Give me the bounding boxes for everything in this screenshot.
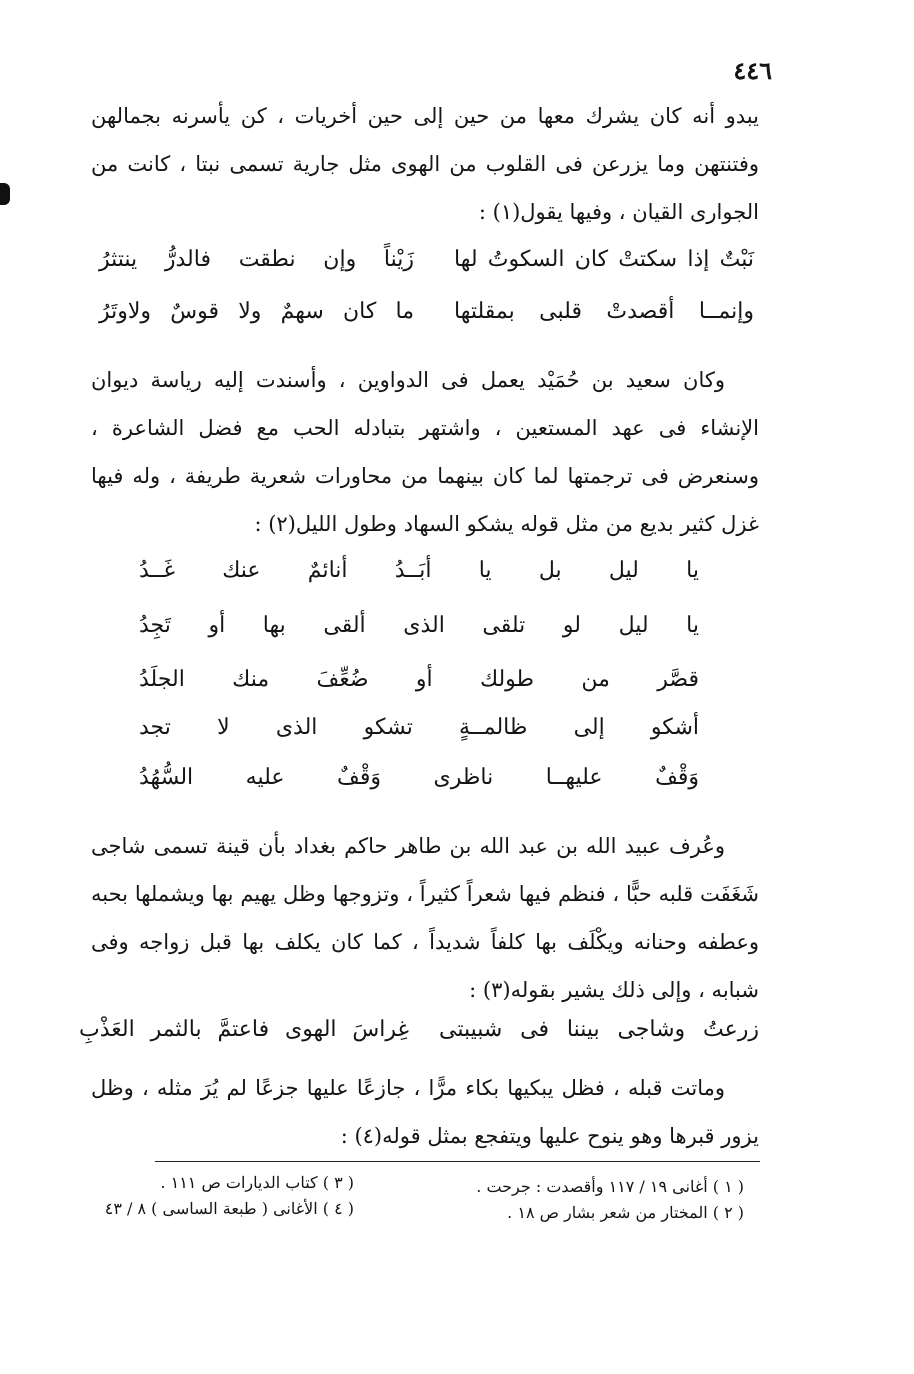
- poem1-verse-1-left: زَيْناً وإن نطقت فالدرُّ ينتثرُ: [99, 247, 414, 272]
- poem2-line-2: يا ليل لو تلقى الذى ألقى بها أو تَجِدُ: [139, 613, 699, 638]
- footnote-divider: [155, 1161, 760, 1162]
- poem3-verse: [0, 1010, 914, 1050]
- poem2-line-4: أشكو إلى ظالمــةٍ تشكو الذى لا تجد: [139, 715, 699, 740]
- page-number: ٤٤٦: [733, 56, 772, 85]
- poem3-verse-right: زرعتُ وشاجى بيننا فى شبيبتى: [439, 1017, 759, 1042]
- footnote-2: ( ٢ ) المختار من شعر بشار ص ١٨ .: [507, 1203, 744, 1222]
- poem2-line-5: وَقْفٌ عليهــا ناظرى وَقْفٌ عليه السُّهُدُ: [139, 765, 699, 790]
- paragraph-4: وماتت قبله ، فظل يبكيها بكاء مرًّا ، جازعًا عليها جزعًا لم يُرَ مثله ، وظل يزور قبرها وهو ينوح عليها ويتفجع بمثل قوله(٤) :: [91, 1076, 759, 1148]
- poem1-verse-2: [0, 292, 914, 332]
- poem2-line-3: قصَّر من طولك أو ضُعِّفَ منك الجلَدُ: [139, 667, 699, 692]
- poem1-verse-2-left: ما كان سهمٌ ولا قوسٌ ولاوتَرُ: [99, 299, 414, 324]
- poem1-verse-2-right: وإنمــا أقصدتْ قلبى بمقلتها: [454, 299, 754, 324]
- poem3-verse-left: غِراسَ الهوى فاعتمَّ بالثمر العَذْبِ: [79, 1017, 409, 1042]
- poem1-verse-1-right: نَبْتٌ إذا سكتتْ كان السكوتُ لها: [454, 247, 754, 272]
- paragraph-2: وكان سعيد بن حُمَيْد يعمل فى الدواوين ، وأسندت إليه رياسة ديوان الإنشاء فى عهد المستعين ، واشتهر بتبادله الحب مع فضل الشاعرة ، وسنعرض فى ترجمتها لما كان بينهما من محاورات شعرية طريفة ، وله فيها غزل كثير بديع من مثل قوله يشكو السهاد وطول الليل(٢) :: [91, 368, 759, 536]
- footnote-1: ( ١ ) أغانى ١٩ / ١١٧ وأقصدت : جرحت .: [476, 1177, 744, 1196]
- footnotes-right-column: [414, 1174, 744, 1226]
- poem2-line-1: يا ليل بل يا أبَــدُ أنائمٌ عنك غَــدُ: [139, 558, 699, 583]
- paragraph-1: يبدو أنه كان يشرك معها من حين إلى حين أخريات ، كن يأسرنه بجمالهن وفتنتهن وما يزرعن فى القلوب من الهوى مثل جارية تسمى نبتا ، كانت من الجوارى القيان ، وفيها يقول(١) :: [91, 104, 759, 224]
- footnote-3: ( ٣ ) كتاب الديارات ص ١١١ .: [160, 1173, 354, 1192]
- margin-ink-mark: [0, 183, 10, 205]
- footnote-4: ( ٤ ) الأغانى ( طبعة الساسى ) ٨ / ٤٣: [104, 1199, 354, 1218]
- paragraph-3: وعُرف عبيد الله بن عبد الله بن طاهر حاكم بغداد بأن قينة تسمى شاجى شَغَفَت قلبه حبًّا ، فنظم فيها شعراً كثيراً ، وتزوجها وظل يهيم بها ويشملها بحبه وعطفه وحنانه ويكْلَف بها كلفاً شديداً ، كما كان يكلف بها قبل زواجه وفى شبابه ، وإلى ذلك يشير بقوله(٣) :: [91, 834, 759, 1002]
- footnotes-left-column: [54, 1170, 354, 1222]
- poem1-verse-1: [0, 240, 914, 280]
